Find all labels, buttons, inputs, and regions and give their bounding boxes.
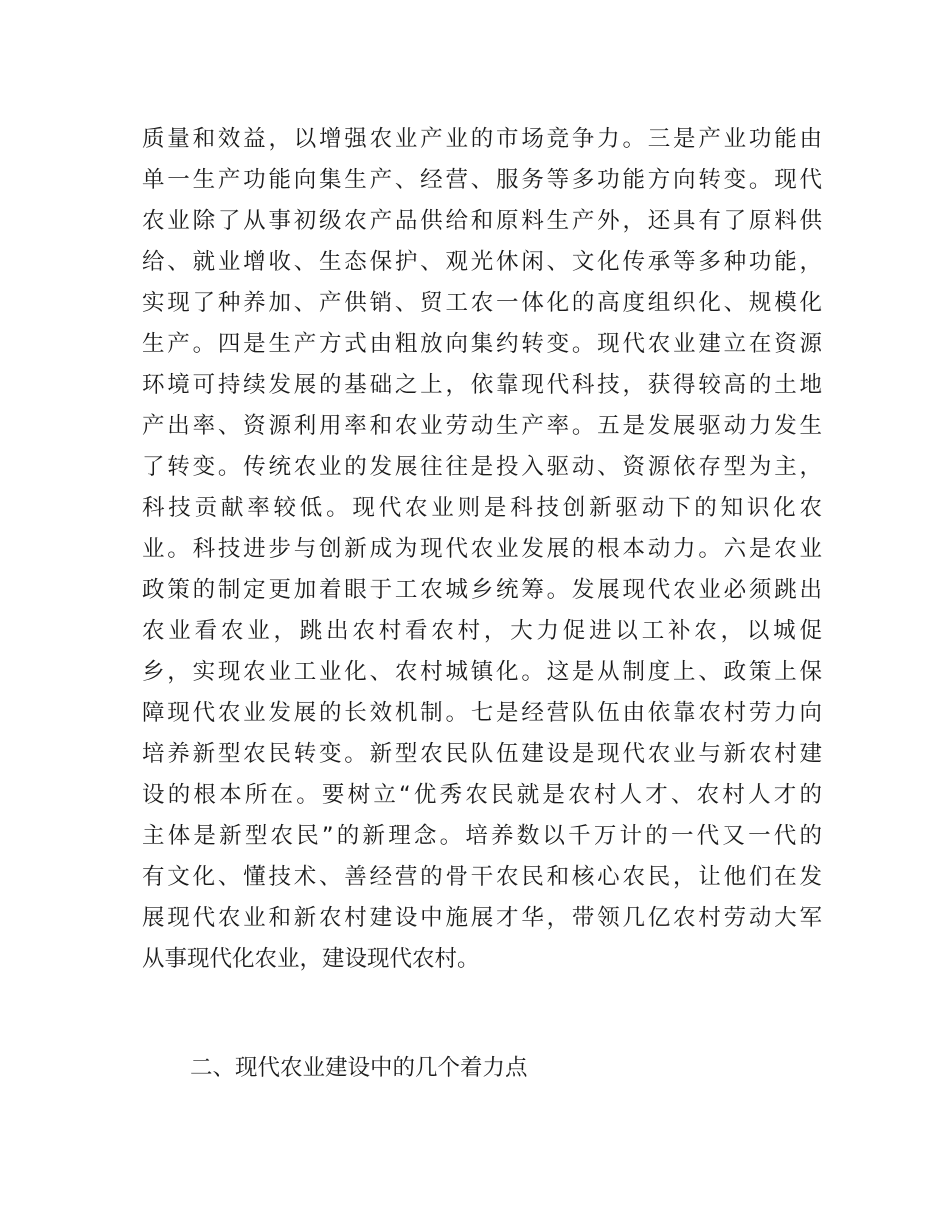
text-line: 展现代农业和新农村建设中施展才华，带领几亿农村劳动大军 xyxy=(142,905,822,931)
text-line: 生产。四是生产方式由粗放向集约转变。现代农业建立在资源 xyxy=(142,331,822,357)
text-line: 有文化、懂技术、善经营的骨干农民和核心农民，让他们在发 xyxy=(142,864,822,890)
text-line: 产出率、资源利用率和农业劳动生产率。五是发展驱动力发生 xyxy=(142,413,822,439)
text-line: 培养新型农民转变。新型农民队伍建设是现代农业与新农村建 xyxy=(142,741,822,767)
text-line-last: 从事现代化农业，建设现代农村。 xyxy=(142,946,480,972)
text-line: 乡，实现农业工业化、农村城镇化。这是从制度上、政策上保 xyxy=(142,659,822,685)
text-line: 设的根本所在。要树立“优秀农民就是农村人才、农村人才的 xyxy=(142,782,822,808)
text-line: 主体是新型农民”的新理念。培养数以千万计的一代又一代的 xyxy=(142,823,822,849)
text-line: 给、就业增收、生态保护、观光休闲、文化传承等多种功能， xyxy=(142,249,822,275)
text-line: 农业除了从事初级农产品供给和原料生产外，还具有了原料供 xyxy=(142,208,822,234)
text-line: 科技贡献率较低。现代农业则是科技创新驱动下的知识化农 xyxy=(142,495,822,521)
text-line: 质量和效益，以增强农业产业的市场竞争力。三是产业功能由 xyxy=(142,126,822,152)
body-paragraph xyxy=(142,119,822,980)
text-line: 农业看农业，跳出农村看农村，大力促进以工补农，以城促 xyxy=(142,618,822,644)
text-line: 障现代农业发展的长效机制。七是经营队伍由依靠农村劳力向 xyxy=(142,700,822,726)
text-line: 业。科技进步与创新成为现代农业发展的根本动力。六是农业 xyxy=(142,536,822,562)
section-heading: 二、现代农业建设中的几个着力点 xyxy=(190,1055,528,1081)
text-line: 了转变。传统农业的发展往往是投入驱动、资源依存型为主， xyxy=(142,454,822,480)
text-line: 单一生产功能向集生产、经营、服务等多功能方向转变。现代 xyxy=(142,167,822,193)
text-line: 政策的制定更加着眼于工农城乡统筹。发展现代农业必须跳出 xyxy=(142,577,822,603)
text-line: 环境可持续发展的基础之上，依靠现代科技，获得较高的土地 xyxy=(142,372,822,398)
text-line: 实现了种养加、产供销、贸工农一体化的高度组织化、规模化 xyxy=(142,290,822,316)
